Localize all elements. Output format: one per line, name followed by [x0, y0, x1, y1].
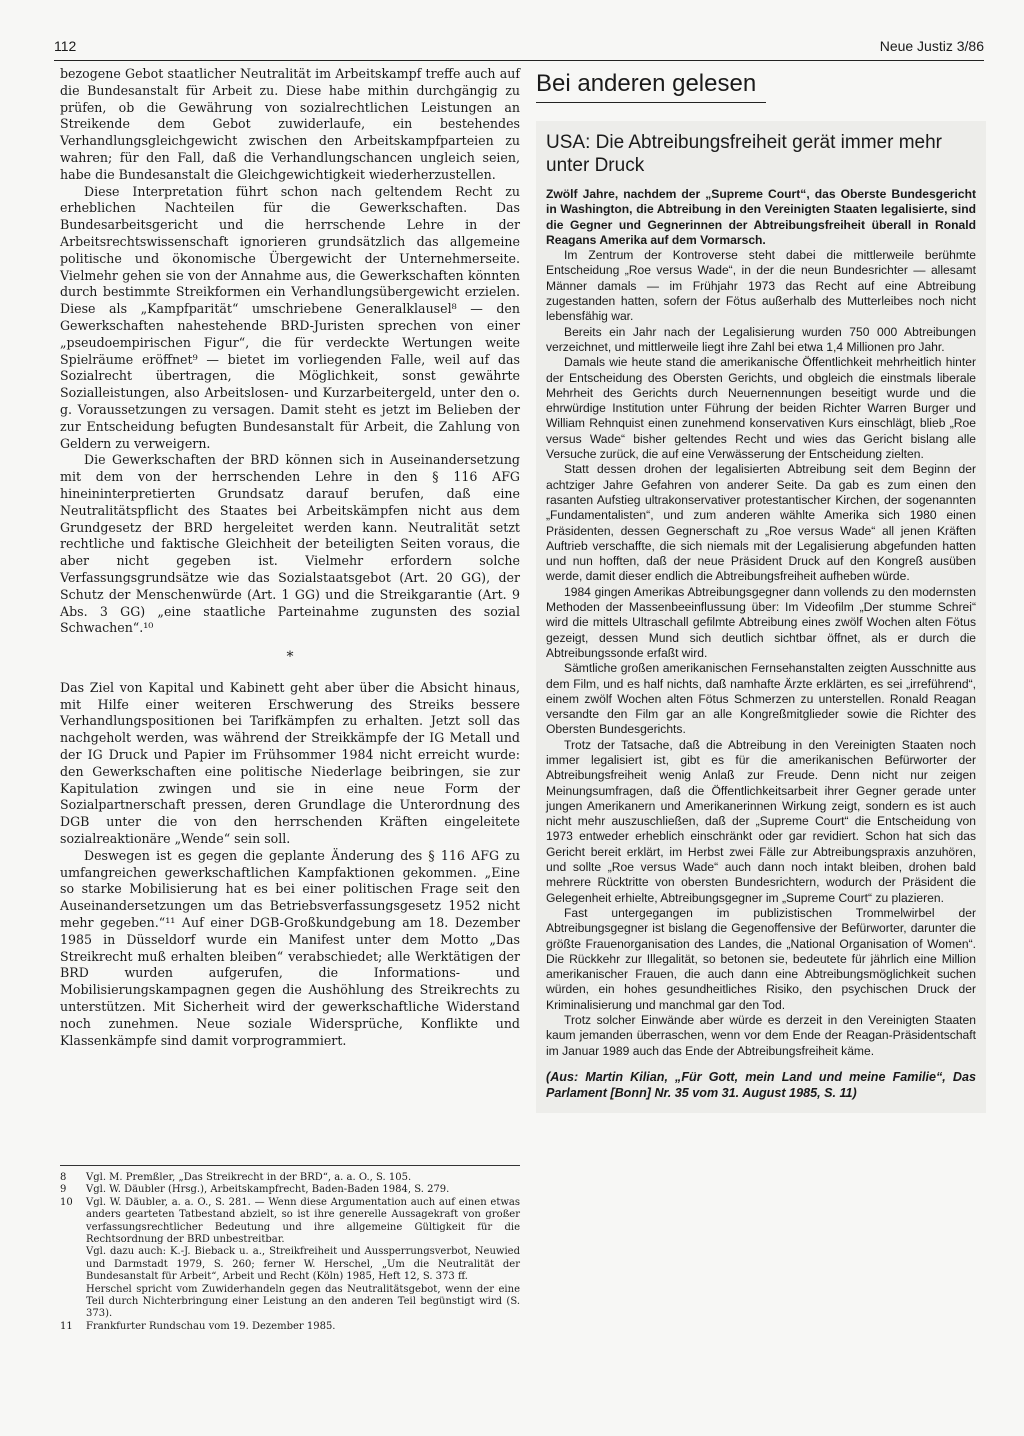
footnote-number: 8 [60, 1172, 67, 1183]
footnote-text: Vgl. W. Däubler, a. a. O., S. 281. — Wenn diese Argumentation auch auf einen etwas anders gearteten Tatbestand abzielt, so ist ihre generelle Aussagekraft von großer verfassungsrechtlicher Bedeutung und ihre allgemeine Gültigkeit für die Rechtsordnung der BRD unbestreitbar. [86, 1196, 520, 1246]
page-header [54, 38, 984, 61]
article-paragraph: Trotz solcher Einwände aber würde es derzeit in den Vereinigten Staaten kaum jemanden überraschen, wenn vor dem Ende der Reagan-Präsidentschaft im Januar 1989 auch das Ende der Abtreibungsfreiheit käme. [546, 1013, 976, 1058]
footnote-text: Frankfurter Rundschau vom 19. Dezember 1985. [86, 1320, 336, 1332]
article-paragraph: Bereits ein Jahr nach der Legalisierung wurden 750 000 Abtreibungen verzeichnet, und mittlerweile liegt ihre Zahl bei etwa 1,4 Millionen pro Jahr. [546, 324, 976, 354]
section-separator: * [286, 649, 294, 666]
section-title: Bei anderen gelesen [536, 70, 766, 103]
footnote-number [60, 1246, 86, 1283]
footnote-number: 9 [60, 1184, 67, 1196]
footnotes [60, 1165, 520, 1333]
footnote-text: Vgl. dazu auch: K.-J. Bieback u. a., Streikfreiheit und Aussperrungsverbot, Neuwied und Darmstadt 1979, S. 260; ferner W. Herschel, „Um die Neutralität der Bundesanstalt für Arbeit“, Arbeit und Recht (Köln) 1985, Heft 12, S. 373 ff. [86, 1246, 520, 1283]
left-column [60, 66, 520, 1049]
footnote [60, 1321, 520, 1333]
footnote-text: Vgl. M. Premßler, „Das Streikrecht in der BRD“, a. a. O., S. 105. [86, 1172, 412, 1183]
article-source: (Aus: Martin Kilian, „Für Gott, mein Land und meine Familie“, Das Parlament [Bonn] Nr. 35 vom 31. August 1985, S. 11) [546, 1069, 976, 1100]
article-paragraph: Im Zentrum der Kontroverse steht dabei die mittlerweile berühmte Entscheidung „Roe versus Wade“, in der die neun Bundesrichter — allesamt Männer damals — im Frühjahr 1973 das Recht auf eine Abtreibung zugestanden hatten, sofern der Fötus außerhalb des Mutterleibes noch nicht lebensfähig war. [546, 248, 976, 324]
footnote [60, 1246, 520, 1283]
article-paragraph: Sämtliche großen amerikanischen Fernsehanstalten zeigten Ausschnitte aus dem Film, und es half nichts, daß namhafte Ärzte erklärten, es sei „irreführend“, einem zwölf Wochen alten Fötus Schmerzen zu unterstellen. Ronald Reagan versandte den Film gar an alle Kongreßmitglieder sowie die Richter des Obersten Bundesgerichts. [546, 661, 976, 737]
article-paragraph: Trotz der Tatsache, daß die Abtreibung in den Vereinigten Staaten noch immer legalisiert ist, gibt es für die amerikanischen Befürworter der Abtreibungsfreiheit wenig Anlaß zur Freude. Denn nicht nur zeigen Meinungsumfragen, daß die Öffentlichkeitsarbeit ihrer Gegner gerade unter jungen Amerikanern und Amerikanerinnen Wirkung zeigt, sondern es ist auch nicht mehr auszuschließen, daß der „Supreme Court“ die Entscheidung von 1973 entweder erheblich einschränkt oder gar revidiert. Schon hat sich das Gericht bereit erklärt, im Herbst zwei Fälle zur Abtreibungspraxis anzuhören, und sollte „Roe versus Wade“ auch dann noch intakt bleiben, drohen bald mehrere Rücktritte von obersten Bundesrichtern, wodurch der Präsident die Gelegenheit erhielte, Abtreibungsgegner im „Supreme Court“ zu plazieren. [546, 737, 976, 905]
right-column [536, 70, 986, 1113]
footnote-number: 10 [60, 1196, 73, 1208]
body-paragraph: Diese Interpretation führt schon nach geltendem Recht zu erheblichen Nachteilen für die Gewerkschaften. Das Bundesarbeitsgericht und die herrschende Lehre in der Arbeitsrechtswissenschaft ignorieren grundsätzlich das allgemeine politische und ökonomische Übergewicht der Unternehmerseite. Vielmehr gehen sie von der Annahme aus, die Gewerkschaften könnten durch bestimmte Streikformen ein Verhandlungsübergewicht erzielen. Diese als „Kampfparität“ umschriebene Generalklausel⁸ — den Gewerkschaften nahestehende BRD-Juristen sprechen von einer „pseudoempirischen Figur“, die für verdeckte Wertungen weite Spielräume eröffnet⁹ — bietet im vorliegenden Falle, weil auf das Sozialrecht übertragen, die Möglichkeit, sonst gewährte Sozialleistungen, also Arbeitslosen- und Kurzarbeitergeld, unter den o. g. Voraussetzungen zu versagen. Damit steht es jetzt im Belieben der zur Entscheidung befugten Bundesanstalt für Arbeit, die Zahlung von Geldern zu verweigern. [60, 183, 520, 451]
footnote-text: Vgl. W. Däubler (Hrsg.), Arbeitskampfrecht, Baden-Baden 1984, S. 279. [86, 1184, 450, 1196]
article-box [536, 121, 986, 1113]
article-paragraph: Damals wie heute stand die amerikanische Öffentlichkeit mehrheitlich hinter der Entscheidung des Obersten Gerichts, und obgleich die einstmals liberale Mehrheit des Gerichts durch Neuernennungen beseitigt wurde und die ehrwürdige Institution unter Führung der beiden Richter Warren Burger und William Rehnquist einen zunehmend konservativen Kurs einschlägt, blieb „Roe versus Wade“ bisher geltendes Recht und wies das Gericht bislang alle Versuche zurück, die auf eine Verwässerung der Entscheidung zielten. [546, 355, 976, 462]
body-paragraph: bezogene Gebot staatlicher Neutralität im Arbeitskampf treffe auch auf die Bundesanstalt für Arbeit zu. Diese habe mithin durchgängig zu prüfen, ob die Gewährung von sozialrechtlichen Leistungen an Streikende dem Gebot zuwiderlaufe, ein bestehendes Verhandlungsgleichgewicht zwischen den Arbeitskampfparteien zu wahren; für den Fall, daß die Verhandlungschancen ungleich seien, habe die Bundesanstalt die Gleichgewichtigkeit wiederherzustellen. [60, 66, 520, 182]
body-paragraph: Das Ziel von Kapital und Kabinett geht aber über die Absicht hinaus, mit Hilfe einer weiteren Erschwerung des Streiks bessere Verhandlungspositionen bei Tarifkämpfen zu erhalten. Jetzt soll das nachgeholt werden, was während der Streikkämpfe der IG Metall und der IG Druck und Papier im Frühsommer 1984 nicht erreicht wurde: den Gewerkschaften eine politische Niederlage beibringen, sie zur Kapitulation zwingen und sie in eine neue Form der Sozialpartnerschaft pressen, deren Grundlage die Unterordnung des DGB unter die von den herrschenden Kräften eingeleitete sozialreaktionäre „Wende“ sein soll. [60, 679, 520, 847]
body-paragraph: Deswegen ist es gegen die geplante Änderung des § 116 AFG zu umfangreichen gewerkschaftlichen Kampfaktionen gekommen. „Eine so starke Mobilisierung hat es bei einer politischen Frage seit den Auseinandersetzungen um das Betriebsverfassungsgesetz 1952 nicht mehr gegeben.“¹¹ Auf einer DGB-Großkundgebung am 18. Dezember 1985 in Düsseldorf wurde ein Manifest unter dem Motto „Das Streikrecht muß erhalten bleiben“ verabschiedet; alle Werktätigen der BRD wurden aufgerufen, die Informations- und Mobilisierungskampagnen gegen die Aushöhlung des Streikrechts zu unterstützen. Mit Sicherheit wird der gewerkschaftliche Widerstand noch zunehmen. Neue soziale Widersprüche, Konflikte und Klassenkämpfe sind damit vorprogrammiert. [60, 847, 520, 1048]
article-paragraph: Statt dessen drohen der legalisierten Abtreibung seit dem Beginn der achtziger Jahre Gefahren von anderer Seite. Da gab es zum einen den rasanten Aufstieg ultrakonservativer protestantischer Kirchen, der sogenannten „Fundamentalisten“, und zum anderen wählte Amerika sich 1980 einen Präsidenten, dessen Gegnerschaft zu „Roe versus Wade“ all jenen Kräften Auftrieb verschaffte, die sich niemals mit der Legalisierung abgefunden hatten und nun hofften, daß der neue Präsident Druck auf den Kongreß ausüben werde, damit dieser endlich die Abtreibungsfreiheit aufheben würde. [546, 462, 976, 584]
body-paragraph: Die Gewerkschaften der BRD können sich in Auseinandersetzung mit dem von der herrschenden Lehre in den § 116 AFG hineininterpretierten Grundsatz darauf berufen, daß eine Neutralitätspflicht des Staates bei Arbeitskämpfen nicht aus dem Grundgesetz der BRD hergeleitet werden kann. Neutralität setzt rechtliche und faktische Gleichheit der beteiligten Seiten voraus, die aber nicht gegeben ist. Vielmehr erfordern solche Verfassungsgrundsätze wie das Sozialstaatsgebot (Art. 20 GG), der Schutz der Menschenwürde (Art. 1 GG) und die Streikgarantie (Art. 9 Abs. 3 GG) „eine staatliche Parteinahme zugunsten des sozial Schwachen“.¹⁰ [60, 452, 520, 636]
footnote [60, 1184, 520, 1196]
footnote-text: Herschel spricht vom Zuwiderhandeln gegen das Neutralitätsgebot, wenn der eine Teil durch Nichterbringung einer Leistung an den anderen Teil begünstigt wird (S. 373). [86, 1283, 520, 1320]
footnote [60, 1284, 520, 1321]
page-number: 112 [54, 38, 77, 54]
article-paragraph: Fast untergegangen im publizistischen Trommelwirbel der Abtreibungsgegner ist bislang die Gegenoffensive der Befürworter, darunter die größte Frauenorganisation des Landes, die „National Organisation of Women“. Die Rückkehr zur Illegalität, so betonen sie, bedeutete für jährlich eine Million amerikanischer Frauen, die auch dann eine Abtreibungsmöglichkeit suchen würden, ein hohes gesundheitliches Risiko, den psychischen Druck der Kriminalisierung und manchmal gar den Tod. [546, 905, 976, 1012]
footnote [60, 1172, 520, 1184]
footnote [60, 1197, 520, 1247]
article-lead: Zwölf Jahre, nachdem der „Supreme Court“, das Oberste Bundesgericht in Washington, die Abtreibung in den Vereinigten Staaten legalisierte, sind die Gegner und Gegnerinnen der Abtreibungsfreiheit überall in Ronald Reagans Amerika auf dem Vormarsch. [546, 187, 976, 247]
footnote-number: 11 [60, 1320, 73, 1332]
article-title: USA: Die Abtreibungsfreiheit gerät immer mehr unter Druck [546, 132, 942, 176]
article-paragraph: 1984 gingen Amerikas Abtreibungsgegner dann vollends zu den modernsten Methoden der Massenbeeinflussung über: Im Videofilm „Der stumme Schrei“ wird die mittels Ultraschall gefilmte Abtreibung eines zwölf Wochen alten Fötus gezeigt, dessen Mund sich deutlich sichtbar öffnet, als er durch die Abtreibungssonde erfaßt wird. [546, 584, 976, 660]
journal-issue: Neue Justiz 3/86 [879, 38, 984, 54]
footnote-number [60, 1284, 86, 1321]
